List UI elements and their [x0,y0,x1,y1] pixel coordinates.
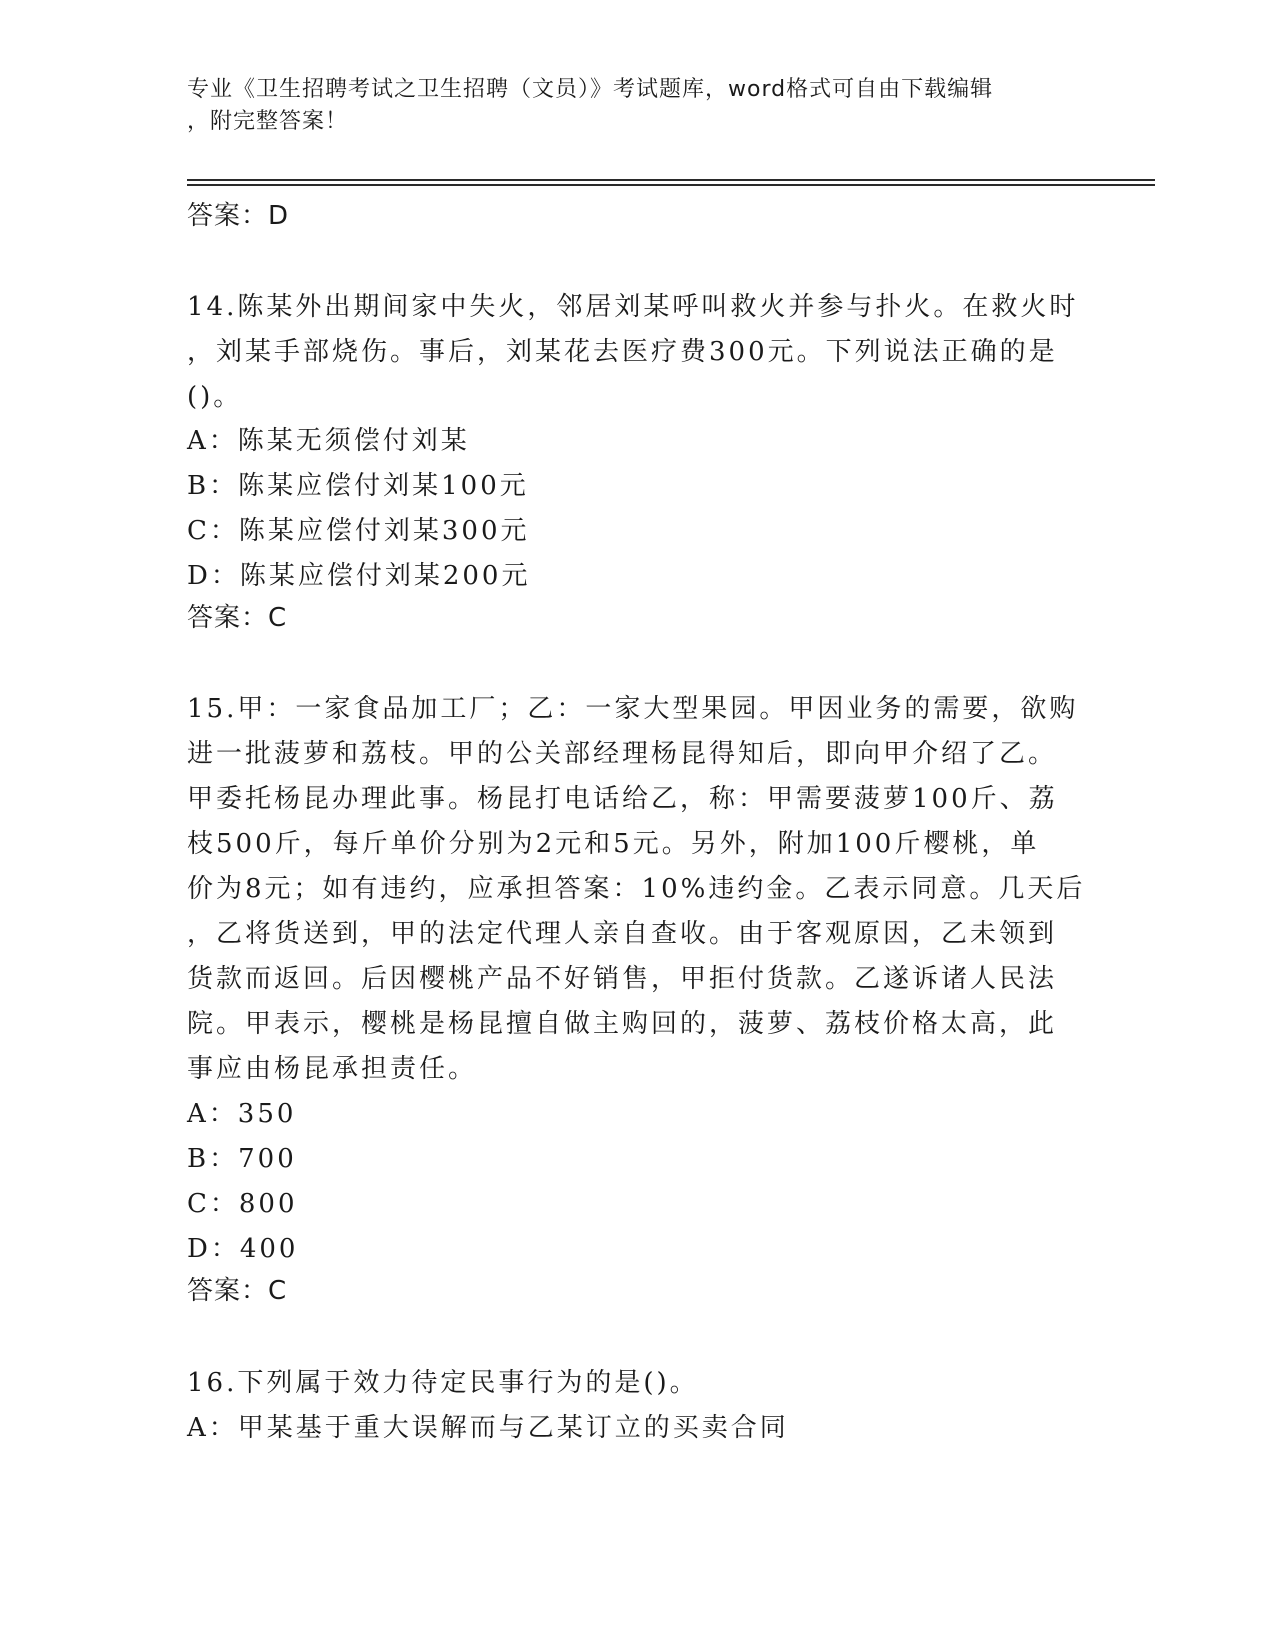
q14-stem-line: 14.陈某外出期间家中失火，邻居刘某呼叫救火并参与扑火。在救火时 [187,292,1079,322]
q15-stem-line: 价为8元；如有违约，应承担答案：10%违约金。乙表示同意。几天后 [187,874,1086,904]
q15-stem-line: 货款而返回。后因樱桃产品不好销售，甲拒付货款。乙遂诉诸人民法 [187,964,1058,994]
q15-answer: 答案：C [187,1276,288,1306]
header-divider-bottom [187,184,1155,186]
q15-stem-line: 枝500斤，每斤单价分别为2元和5元。另外，附加100斤樱桃，单 [187,829,1040,859]
q15-stem-line: 院。甲表示，樱桃是杨昆擅自做主购回的，菠萝、荔枝价格太高，此 [187,1009,1058,1039]
header-line-1: 专业《卫生招聘考试之卫生招聘（文员）》考试题库，word格式可自由下载编辑 [187,77,994,102]
document-header [187,74,1087,138]
q15-stem-line: ，乙将货送到，甲的法定代理人亲自查收。由于客观原因，乙未领到 [187,919,1058,949]
q14-stem-line: ()。 [187,382,243,412]
q16-stem-line: 16.下列属于效力待定民事行为的是()。 [187,1368,699,1398]
q15-option-a: A：350 [187,1099,297,1129]
q15-stem-line: 进一批菠萝和荔枝。甲的公关部经理杨昆得知后，即向甲介绍了乙。 [187,739,1058,769]
q15-stem-line: 事应由杨昆承担责任。 [187,1054,478,1084]
q14-answer: 答案：C [187,603,288,633]
q14-option-d: D：陈某应偿付刘某200元 [187,561,531,591]
q15-option-b: B：700 [187,1144,297,1174]
q13-answer: 答案：D [187,201,290,231]
q15-option-c: C：800 [187,1189,298,1219]
q14-option-c: C：陈某应偿付刘某300元 [187,516,530,546]
q15-stem-line: 15.甲：一家食品加工厂；乙：一家大型果园。甲因业务的需要，欲购 [187,694,1079,724]
q15-stem-line: 甲委托杨昆办理此事。杨昆打电话给乙，称：甲需要菠萝100斤、荔 [187,784,1058,814]
header-divider-top [187,179,1155,181]
q15-option-d: D：400 [187,1234,299,1264]
q14-option-b: B：陈某应偿付刘某100元 [187,471,529,501]
q16-option-a: A：甲某基于重大误解而与乙某订立的买卖合同 [187,1413,789,1443]
q14-stem-line: ，刘某手部烧伤。事后，刘某花去医疗费300元。下列说法正确的是 [187,337,1058,367]
header-line-2: ，附完整答案！ [187,109,349,134]
q14-option-a: A：陈某无须偿付刘某 [187,426,470,456]
